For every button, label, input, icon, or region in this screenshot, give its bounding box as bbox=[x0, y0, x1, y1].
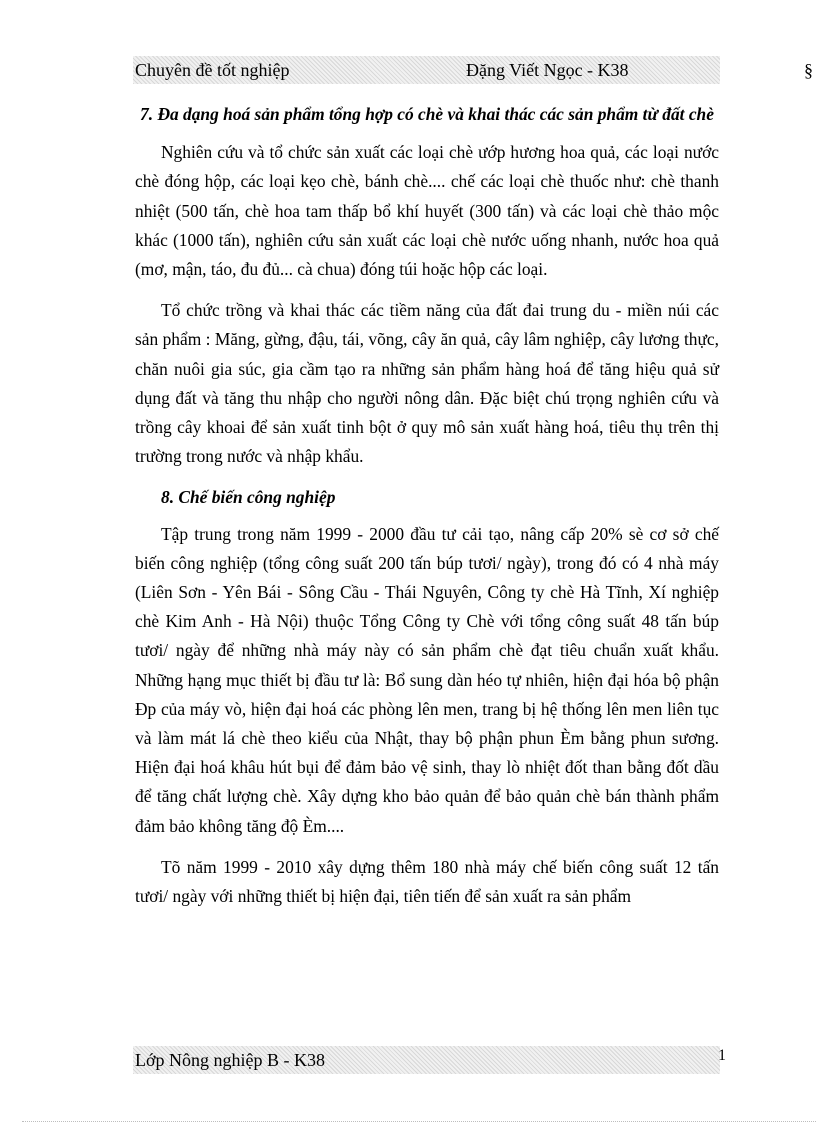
document-body bbox=[135, 100, 719, 923]
page-header bbox=[133, 56, 720, 84]
page-number: 1 bbox=[718, 1047, 726, 1064]
section-7-heading: 7. Đa dạng hoá sản phẩm tổng hợp có chè và khai thác các sản phẩm từ đất chè bbox=[140, 104, 714, 124]
header-thesis-label: Chuyên đề tốt nghiệp bbox=[135, 60, 290, 80]
paragraph: Tập trung trong năm 1999 - 2000 đầu tư cải tạo, nâng cấp 20% sè cơ sở chế biến công nghiệp (tổng công suất 200 tấn búp tươi/ ngày), trong đó có 4 nhà máy (Liên Sơn - Yên Bái - Sông Cầu - Thái Nguyên, Công ty chè Hà Tĩnh, Xí nghiệp chè Kim Anh - Hà Nội) thuộc Tổng Công ty Chè với tổng công suất 48 tấn búp tươi/ ngày để những nhà máy này có sản phẩm chè đạt tiêu chuẩn xuất khẩu. Những hạng mục thiết bị đầu tư là: Bổ sung dàn héo tự nhiên, hiện đại hóa bộ phận Ðp của máy vò, hiện đại hoá các phòng lên men, trang bị hệ thống lên men liên tục và làm mát lá chè theo kiểu của Nhật, thay bộ phận phun Èm bằng phun sương. Hiện đại hoá khâu hút bụi để đảm bảo vệ sinh, thay lò nhiệt đốt than bằng đốt dầu để tăng chất lượng chè. Xây dựng kho bảo quản để bảo quản chè bán thành phẩm đảm bảo không tăng độ Èm.... bbox=[135, 523, 719, 836]
header-author: Đặng Viết Ngọc - K38 bbox=[466, 60, 629, 80]
footer-class-label: Lớp Nông nghiệp B - K38 bbox=[135, 1050, 326, 1070]
page-bottom-divider bbox=[22, 1121, 816, 1122]
paragraph: Nghiên cứu và tổ chức sản xuất các loại chè ướp hương hoa quả, các loại nước chè đóng hộp, các loại kẹo chè, bánh chè.... chế các loại chè thuốc như: chè thanh nhiệt (500 tấn, chè hoa tam thấp bổ khí huyết (300 tấn) và các loại chè thảo mộc khác (1000 tấn), nghiên cứu sản xuất các loại chè nước uống nhanh, nước hoa quả (mơ, mận, táo, đu đủ... cà chua) đóng túi hoặc hộp các loại. bbox=[135, 142, 719, 280]
paragraph: Tõ năm 1999 - 2010 xây dựng thêm 180 nhà máy chế biến công suất 12 tấn tươi/ ngày với những thiết bị hiện đại, tiên tiến để sản xuất ra sản phẩm bbox=[135, 856, 719, 907]
section-mark: § bbox=[804, 60, 813, 80]
paragraph: Tổ chức trồng và khai thác các tiềm năng của đất đai trung du - miền núi các sản phẩm : Măng, gừng, đậu, tái, võng, cây ăn quả, cây lâm nghiệp, cây lương thực, chăn nuôi gia súc, gia cầm tạo ra những sản phẩm hàng hoá để tăng hiệu quả sử dụng đất và tăng thu nhập cho người nông dân. Đặc biệt chú trọng nghiên cứu và trồng cây khoai để sản xuất tinh bột ở quy mô sản xuất hàng hoá, tiêu thụ trên thị trường trong nước và nhập khẩu. bbox=[135, 300, 719, 467]
page-footer bbox=[133, 1046, 726, 1074]
section-8-heading: 8. Chế biến công nghiệp bbox=[161, 487, 336, 508]
